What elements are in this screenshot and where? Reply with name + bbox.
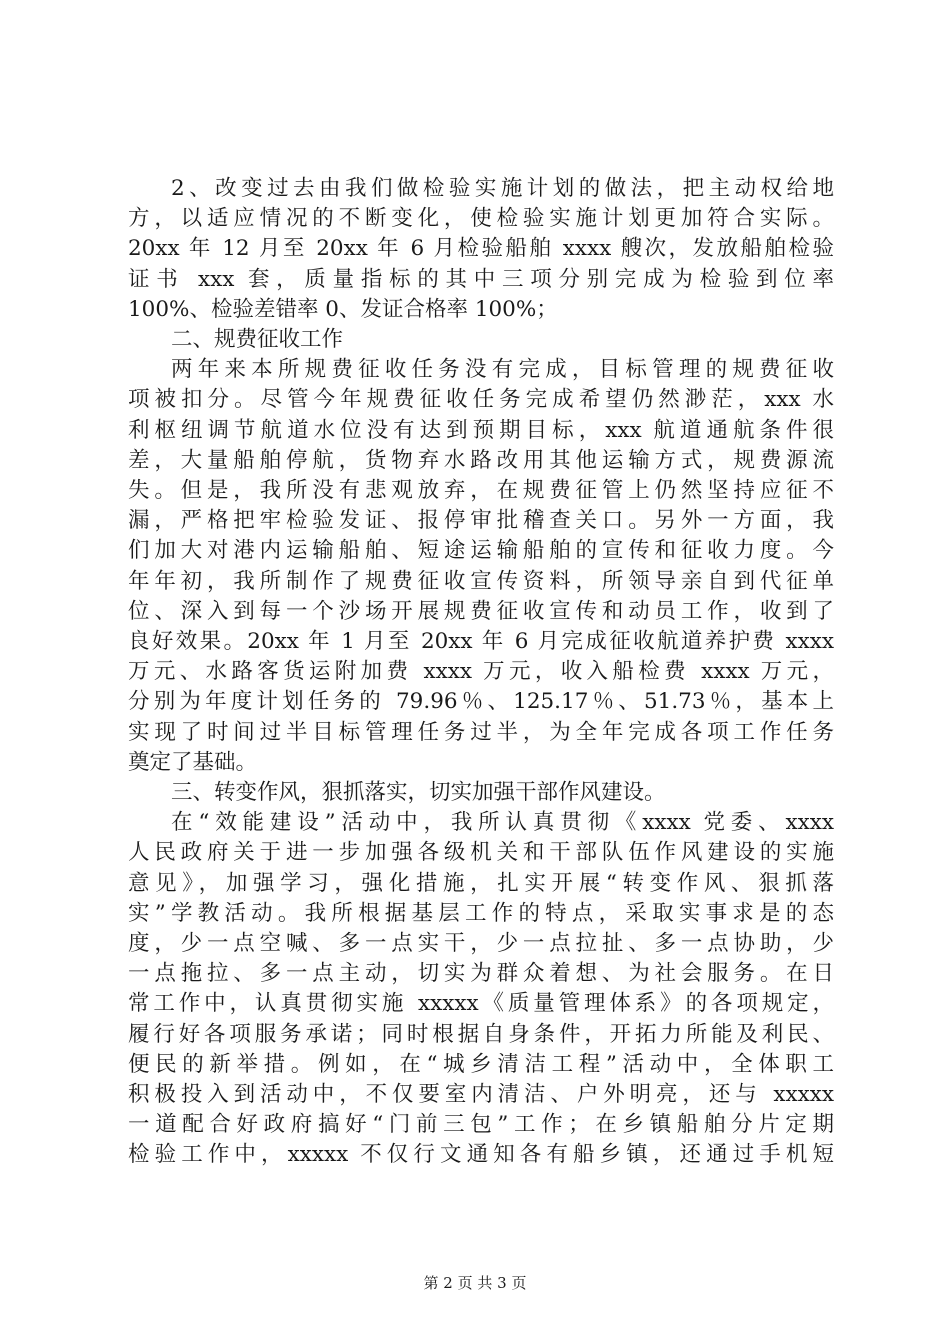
text-line: 一道配合好政府搞好“门前三包”工作；在乡镇船舶分片定期 [128,1112,834,1138]
text-line: 利枢纽调节航道水位没有达到预期目标，xxx 航道通航条件很 [128,417,834,443]
text-line: 履行好各项服务承诺；同时根据自身条件，开拓力所能及利民、 [128,1021,834,1047]
page-footer: 第 2 页 共 3 页 [423,1274,527,1292]
text-line: 位、深入到每一个沙场开展规费征收宣传和动员工作，收到了 [128,598,834,624]
text-line: 积极投入到活动中，不仅要室内清洁、户外明亮，还与 xxxxx [128,1082,834,1107]
text-line: 意见》，加强学习，强化措施，扎实开展“转变作风、狠抓落 [128,870,834,896]
text-line: 两年来本所规费征收任务没有完成，目标管理的规费征收 [171,357,834,383]
text-line: 良好效果。20xx 年 1 月至 20xx 年 6 月完成征收航道养护费 xxxx [128,629,834,654]
text-line: 实”学教活动。我所根据基层工作的特点，采取实事求是的态 [128,900,834,926]
text-line: 漏，严格把牢检验发证、报停审批稽查关口。另外一方面，我 [128,508,834,534]
text-line: 二、规费征收工作 [171,327,344,352]
text-line: 年年初，我所制作了规费征收宣传资料，所领导亲自到代征单 [128,568,834,594]
text-line: 方，以适应情况的不断变化，使检验实施计划更加符合实际。 [128,206,834,232]
text-line: 2、改变过去由我们做检验实施计划的做法，把主动权给地 [171,176,834,201]
text-line: 常工作中，认真贯彻实施 xxxxx《质量管理体系》的各项规定， [128,991,834,1017]
text-line: 在“效能建设”活动中，我所认真贯彻《xxxx 党委、xxxx [171,810,834,836]
text-line: 一点拖拉、多一点主动，切实为群众着想、为社会服务。在日 [128,961,834,987]
text-line: 20xx 年 12 月至 20xx 年 6 月检验船舶 xxxx 艘次，发放船舶检验 [128,236,834,262]
text-line: 项被扣分。尽管今年规费征收任务完成希望仍然渺茫，xxx 水 [128,387,834,413]
text-line: 检验工作中，xxxxx 不仅行文通知各有船乡镇，还通过手机短 [128,1142,834,1168]
text-line: 三、转变作风，狠抓落实，切实加强干部作风建设。 [171,780,666,805]
text-line: 证书 xxx 套，质量指标的其中三项分别完成为检验到位率 [128,266,834,292]
text-line: 奠定了基础。 [128,749,258,775]
text-line: 人民政府关于进一步加强各级机关和干部队伍作风建设的实施 [128,840,834,866]
text-line: 失。但是，我所没有悲观放弃，在规费征管上仍然坚持应征不 [128,478,834,503]
text-line: 度，少一点空喊、多一点实干，少一点拉扯、多一点协助，少 [128,931,834,956]
text-line: 们加大对港内运输船舶、短途运输船舶的宣传和征收力度。今 [128,538,834,564]
text-line: 便民的新举措。例如，在“城乡清洁工程”活动中，全体职工 [128,1051,834,1077]
text-line: 分别为年度计划任务的 79.96％、125.17％、51.73％，基本上 [128,689,834,715]
text-line: 万元、水路客货运附加费 xxxx 万元，收入船检费 xxxx 万元， [128,659,834,685]
text-line: 差，大量船舶停航，货物弃水路改用其他运输方式，规费源流 [128,447,834,473]
text-line: 实现了时间过半目标管理任务过半，为全年完成各项工作任务 [128,719,834,745]
text-line: 100%、检验差错率 0、发证合格率 100%； [128,296,558,322]
